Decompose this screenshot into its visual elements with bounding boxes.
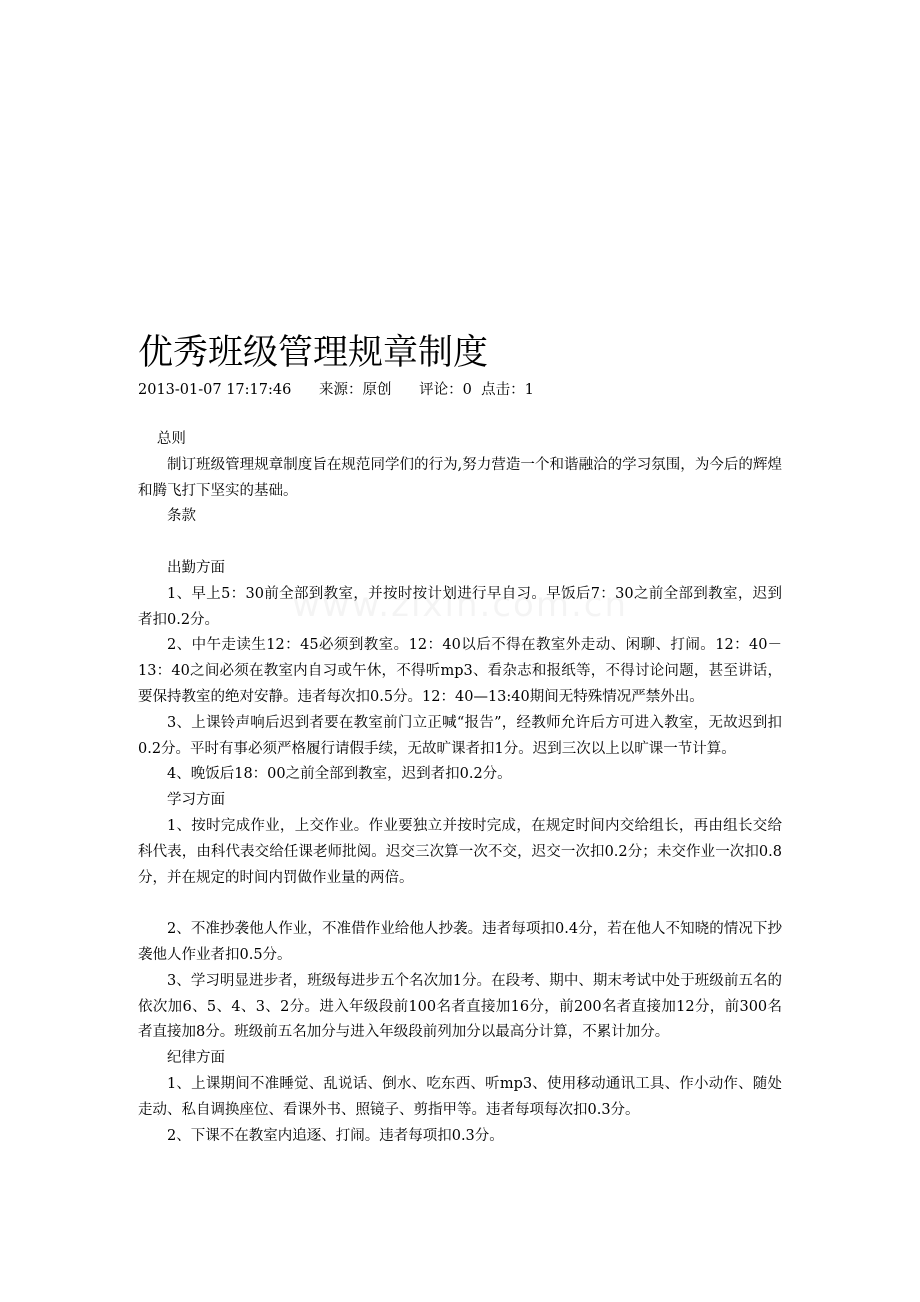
section-heading-articles: 条款 xyxy=(167,508,196,525)
attendance-rule-4: 4、晚饭后18：00之前全部到教室，迟到者扣0.2分。 xyxy=(167,766,512,783)
section-heading-discipline: 纪律方面 xyxy=(167,1050,225,1067)
blank-line xyxy=(138,530,782,556)
discipline-rule-2: 2、下课不在教室内追逐、打闹。违者每项扣0.3分。 xyxy=(167,1127,504,1144)
study-rule-2: 2、不准抄袭他人作业，不准借作业给他人抄袭。违者每项扣0.4分，若在他人不知晓的情况下抄袭他人作业者扣0.5分。 xyxy=(138,921,782,963)
page-title: 优秀班级管理规章制度 xyxy=(138,333,489,373)
click-count: 点击：1 xyxy=(481,382,534,398)
attendance-rule-3: 3、上课铃声响后迟到者要在教室前门立正喊“报告”，经教师允许后方可进入教室，无故迟到扣0.2分。平时有事必须严格履行请假手续，无故旷课者扣1分。迟到三次以上以旷课一节计算。 xyxy=(138,714,782,757)
section-heading-general: 总则 xyxy=(156,431,186,447)
discipline-rule-1: 1、上课期间不准睡觉、乱说话、倒水、吃东西、听mp3、使用移动通讯工具、作小动作、随处走动、私自调换座位、看课外书、照镜子、剪指甲等。违者每项每次扣0.3分。 xyxy=(138,1075,782,1118)
article-body xyxy=(138,427,782,1149)
source-label: 来源：原创 xyxy=(319,382,392,398)
section-heading-attendance: 出勤方面 xyxy=(167,559,225,576)
paragraph-purpose: 制订班级管理规章制度旨在规范同学们的行为,努力营造一个和谐融洽的学习氛围，为今后的辉煌和腾飞打下坚实的基础。 xyxy=(138,456,782,499)
comment-count: 评论：0 xyxy=(419,382,472,398)
section-heading-study: 学习方面 xyxy=(167,792,225,809)
study-rule-3: 3、学习明显进步者，班级每进步五个名次加1分。在段考、期中、期末考试中处于班级前五名的依次加6、5、4、3、2分。进入年级段前100名者直接加16分，前200名者直接加12分，前300名者直接加8分。班级前五名加分与进入年级段前列加分以最高分计算，不累计加分。 xyxy=(138,972,782,1041)
article-meta xyxy=(138,379,534,401)
attendance-rule-2: 2、中午走读生12：45必须到教室。12：40以后不得在教室外走动、闲聊、打闹。12：40－13：40之间必须在教室内自习或午休，不得听mp3、看杂志和报纸等，不得讨论问题，甚至讲话，要保持教室的绝对安静。违者每次扣0.5分。12：40—13:40期间无特殊情况严禁外出。 xyxy=(138,637,782,705)
attendance-rule-1: 1、早上5：30前全部到教室，并按时按计划进行早自习。早饭后7：30之前全部到教室，迟到者扣0.2分。 xyxy=(138,585,782,628)
publish-datetime: 2013-01-07 17:17:46 xyxy=(138,382,292,398)
blank-line xyxy=(138,891,782,917)
study-rule-1: 1、按时完成作业，上交作业。作业要独立并按时完成，在规定时间内交给组长，再由组长交给科代表，由科代表交给任课老师批阅。迟交三次算一次不交，迟交一次扣0.2分；未交作业一次扣0.8分，并在规定的时间内罚做作业量的两倍。 xyxy=(138,817,782,886)
